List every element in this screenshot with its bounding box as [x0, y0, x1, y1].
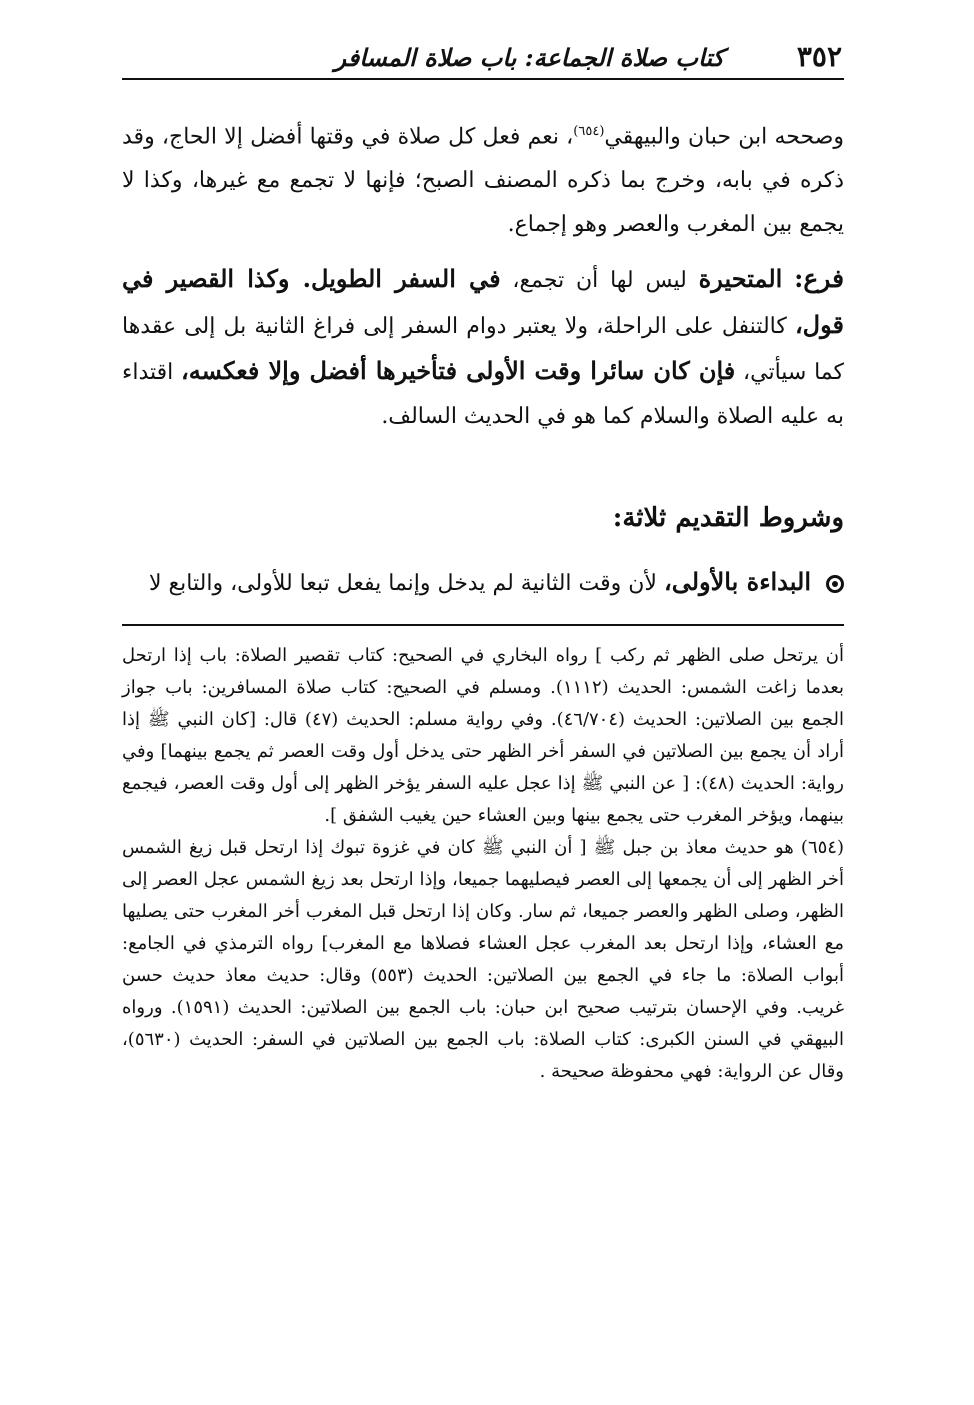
paragraph-1 — [122, 110, 844, 247]
bullet-icon — [826, 575, 844, 593]
paragraph-1-text: وصححه ابن حبان والبيهقي — [604, 124, 844, 150]
matn-text-2: فإن كان سائرا وقت الأولى فتأخيرها أفضل وإلا فعكسه، — [181, 356, 736, 386]
matn-text-1: في السفر الطويل. وكذا القصير في قول، — [122, 264, 844, 340]
footnote-1: أن يرتحل صلى الظهر ثم ركب ] رواه البخاري في الصحيح: كتاب تقصير الصلاة: باب إذا ارتحل بعدما زاغت الشمس: الحديث (١١١٢). ومسلم في الصحيح: كتاب صلاة المسافرين: باب جواز الجمع بين الصلاتين: الحديث (٤٦/٧٠٤). وفي رواية مسلم: الحديث (٤٧) قال: [كان النبي ﷺ إذا أراد أن يجمع بين الصلاتين في السفر أخر الظهر حتى يدخل أول وقت العصر ثم يجمع بينهما] وفي رواية: الحديث (٤٨): [ عن النبي ﷺ إذا عجل عليه السفر يؤخر الظهر إلى أول وقت العصر، فيجمع بينهما، ويؤخر المغرب حتى يجمع بينها وبين العشاء حين يغيب الشفق ]. — [122, 645, 844, 826]
footnote-number: (٦٥٤) — [800, 837, 844, 858]
footnote-ref: (٦٥٤) — [573, 124, 605, 139]
footnote-2-text: هو حديث معاذ بن جبل ﷺ [ أن النبي ﷺ كان في غزوة تبوك إذا ارتحل قبل زيغ الشمس أخر الظهر إلى أن يجمعها إلى العصر فيصليهما جميعا، وإذا ارتحل بعد زيغ الشمس عجل العصر إلى الظهر، وصلى الظهر والعصر جميعا، ثم سار. وكان إذا ارتحل قبل المغرب أخر المغرب حتى يصليها مع العشاء، وإذا ارتحل بعد المغرب عجل العشاء فصلاها مع المغرب] رواه الترمذي في الجامع: أبواب الصلاة: ما جاء في الجمع بين الصلاتين: الحديث (٥٥٣) وقال: حديث معاذ حديث حسن غريب. وفي الإحسان بترتيب صحيح ابن حبان: باب الجمع بين الصلاتين: الحديث (١٥٩١). ورواه البيهقي في السنن الكبرى: كتاب الصلاة: باب الجمع بين الصلاتين في السفر: الحديث (٥٦٣٠)، وقال عن الرواية: فهي محفوظة صحيحة . — [122, 837, 844, 1082]
section-heading: وشروط التقديم ثلاثة: — [612, 503, 844, 533]
condition-lead: البداءة بالأولى، — [663, 567, 811, 596]
branch-label: فرع: — [794, 264, 845, 294]
paragraph-1-rest: ، نعم فعل كل صلاة في وقتها أفضل إلا الحاج، وقد ذكره في بابه، وخرج بما ذكره المصنف الصبح؛ فإنها لا تجمع مع غيرها، وكذا لا يجمع بين المغرب والعصر وهو إجماع. — [122, 124, 844, 238]
condition-item — [122, 560, 844, 606]
paragraph-2-c: اقتداء به عليه الصلاة والسلام كما هو في الحديث السالف. — [122, 360, 844, 430]
page-number: ٣٥٢ — [796, 40, 842, 73]
paragraph-2 — [122, 257, 844, 439]
paragraph-2-b: كالتنفل على الراحلة، ولا يعتبر دوام السفر إلى فراغ الثانية بل إلى عقدها كما سيأتي، — [122, 314, 844, 386]
main-text — [122, 110, 844, 439]
condition-text: لأن وقت الثانية لم يدخل وإنما يفعل تبعا للأولى، والتابع لا — [148, 571, 657, 596]
footnote-2 — [122, 832, 844, 1088]
page-header — [122, 38, 844, 80]
running-title: كتاب صلاة الجماعة: باب صلاة المسافر — [334, 43, 724, 72]
footnotes — [122, 640, 844, 1088]
paragraph-2-a: ليس لها أن تجمع، — [512, 268, 687, 294]
footnote-divider — [122, 624, 844, 626]
term-mutahayyira: المتحيرة — [698, 264, 783, 294]
